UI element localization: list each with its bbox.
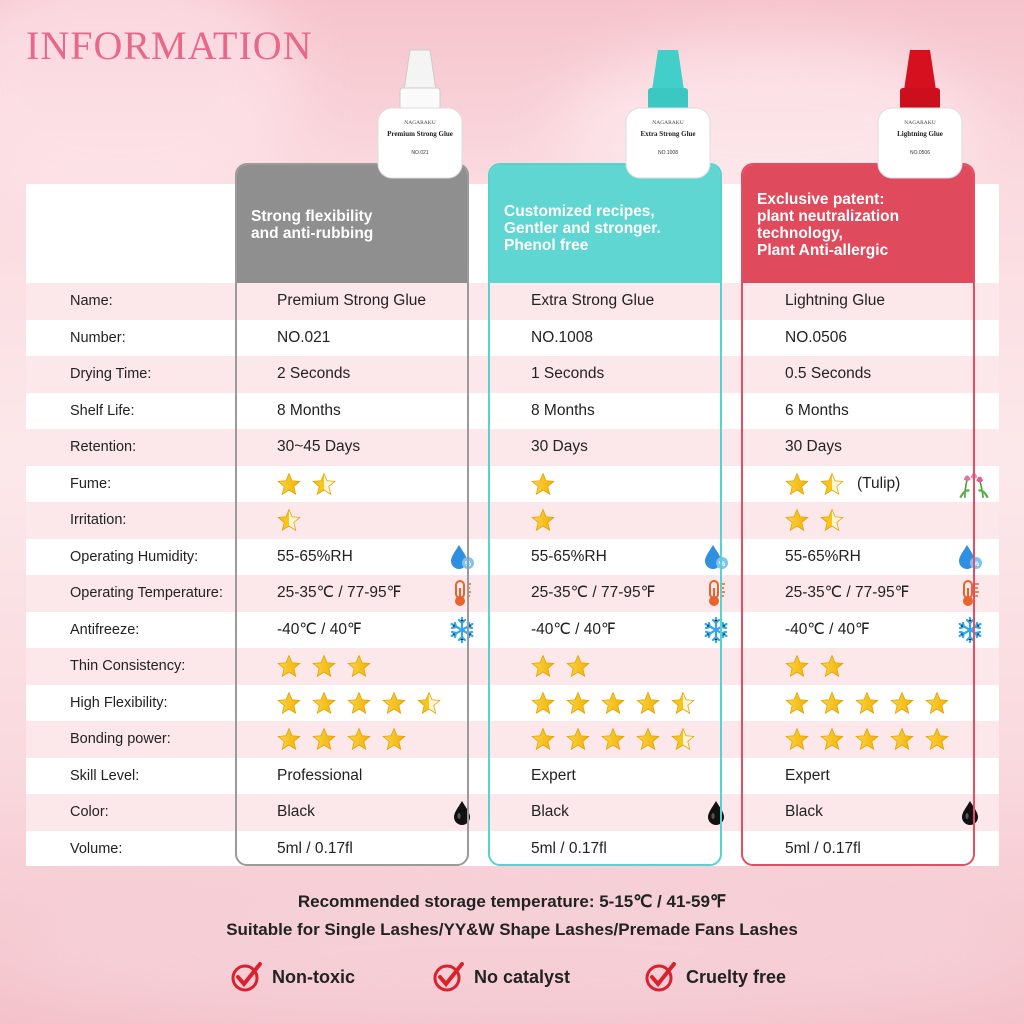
row-label: High Flexibility: [70,694,168,711]
row-label: Antifreeze: [70,621,140,638]
row-label: Operating Temperature: [70,585,223,601]
column-header [237,165,467,283]
glue-bottle-image [872,48,968,180]
row-label: Operating Humidity: [70,548,199,565]
check-circle-icon [230,960,264,994]
cell-value: -40℃ / 40℉ [785,620,870,638]
glue-bottle-image [620,48,716,180]
cell-value: 1 Seconds [531,365,605,382]
bottle-number: NO.0506 [909,150,931,156]
product-column-extra [488,163,722,866]
badge-no-catalyst [432,960,570,994]
cell-value: NO.1008 [531,328,594,346]
column-header-text: Customized recipes, Gentler and stronger. Phenol free [504,203,661,254]
cell-value: NO.021 [277,328,331,346]
cell-value: Extra Strong Glue [531,292,655,309]
cell-value: 8 Months [531,401,595,419]
cell-value: 5ml / 0.17fl [277,839,353,857]
cell-value: 30 Days [531,438,588,455]
fume-note: (Tulip) [857,474,901,492]
cell-value: Expert [785,766,830,784]
bottle-brand: NAGARAKU [404,120,436,126]
cell-value: 5ml / 0.17fl [785,839,861,857]
cell-value: Black [277,803,315,820]
glue-bottle-image [372,48,468,180]
row-label: Fume: [70,475,112,492]
product-column-lightning [741,163,975,866]
cell-value: 5ml / 0.17fl [531,839,607,857]
storage-temperature-note: Recommended storage temperature: 5-15℃ / 41-59℉ [297,892,727,911]
svg-text:%: % [464,560,472,568]
cell-value: Professional [277,766,363,784]
column-header [743,165,973,283]
badge-label: Cruelty free [686,966,787,987]
row-label: Number: [70,329,126,346]
cell-value: -40℃ / 40℉ [277,620,362,638]
row-label: Retention: [70,439,137,455]
cell-value: Premium Strong Glue [277,292,427,309]
svg-text:%: % [718,560,726,568]
cell-value: 55-65%RH [531,547,607,565]
cell-value: Lightning Glue [785,292,885,309]
row-label: Drying Time: [70,366,152,382]
page-title: INFORMATION [26,23,313,68]
cell-value: Black [531,803,569,820]
bottle-number: NO.1008 [657,150,679,156]
cell-value: 6 Months [785,401,849,419]
bottle-name: Lightning Glue [897,130,943,138]
row-label: Skill Level: [70,767,140,784]
cell-value: 25-35℃ / 77-95℉ [277,584,402,601]
cell-value: 0.5 Seconds [785,365,872,382]
cell-value: 8 Months [277,401,341,419]
cell-value: 25-35℃ / 77-95℉ [785,584,910,601]
cell-value: NO.0506 [785,328,848,346]
cell-value: 30~45 Days [277,438,361,455]
product-column-premium [235,163,469,866]
row-label: Thin Consistency: [70,658,186,674]
badge-cruelty-free [644,960,786,994]
row-label: Irritation: [70,512,127,528]
cell-value: Black [785,803,823,820]
row-label: Bonding power: [70,731,171,747]
cell-value: 55-65%RH [785,547,861,565]
badge-label: No catalyst [474,966,571,987]
column-header [490,165,720,283]
bottle-name: Extra Strong Glue [640,130,696,138]
bottle-name: Premium Strong Glue [387,130,453,138]
cell-value: 30 Days [785,438,842,455]
bottle-brand: NAGARAKU [652,120,684,126]
check-circle-icon [432,960,466,994]
column-header-text: Strong flexibility and anti-rubbing [251,208,374,242]
badge-non-toxic [230,960,355,994]
suitable-lashes-note: Suitable for Single Lashes/YY&W Shape Lashes/Premade Fans Lashes [226,920,798,939]
badge-label: Non-toxic [272,966,355,987]
column-header-text: Exclusive patent: plant neutralization technology, Plant Anti-allergic [757,191,900,259]
cell-value: 55-65%RH [277,547,353,565]
bottle-number: NO.021 [411,150,429,156]
row-label: Color: [70,804,109,820]
cell-value: -40℃ / 40℉ [531,620,616,638]
cell-value: 25-35℃ / 77-95℉ [531,584,656,601]
bottle-brand: NAGARAKU [904,120,936,126]
check-circle-icon [644,960,678,994]
row-label: Volume: [70,840,123,857]
svg-text:%: % [972,560,980,568]
cell-value: 2 Seconds [277,365,351,382]
cell-value: Expert [531,766,576,784]
row-label: Name: [70,293,113,309]
row-label: Shelf Life: [70,402,135,419]
